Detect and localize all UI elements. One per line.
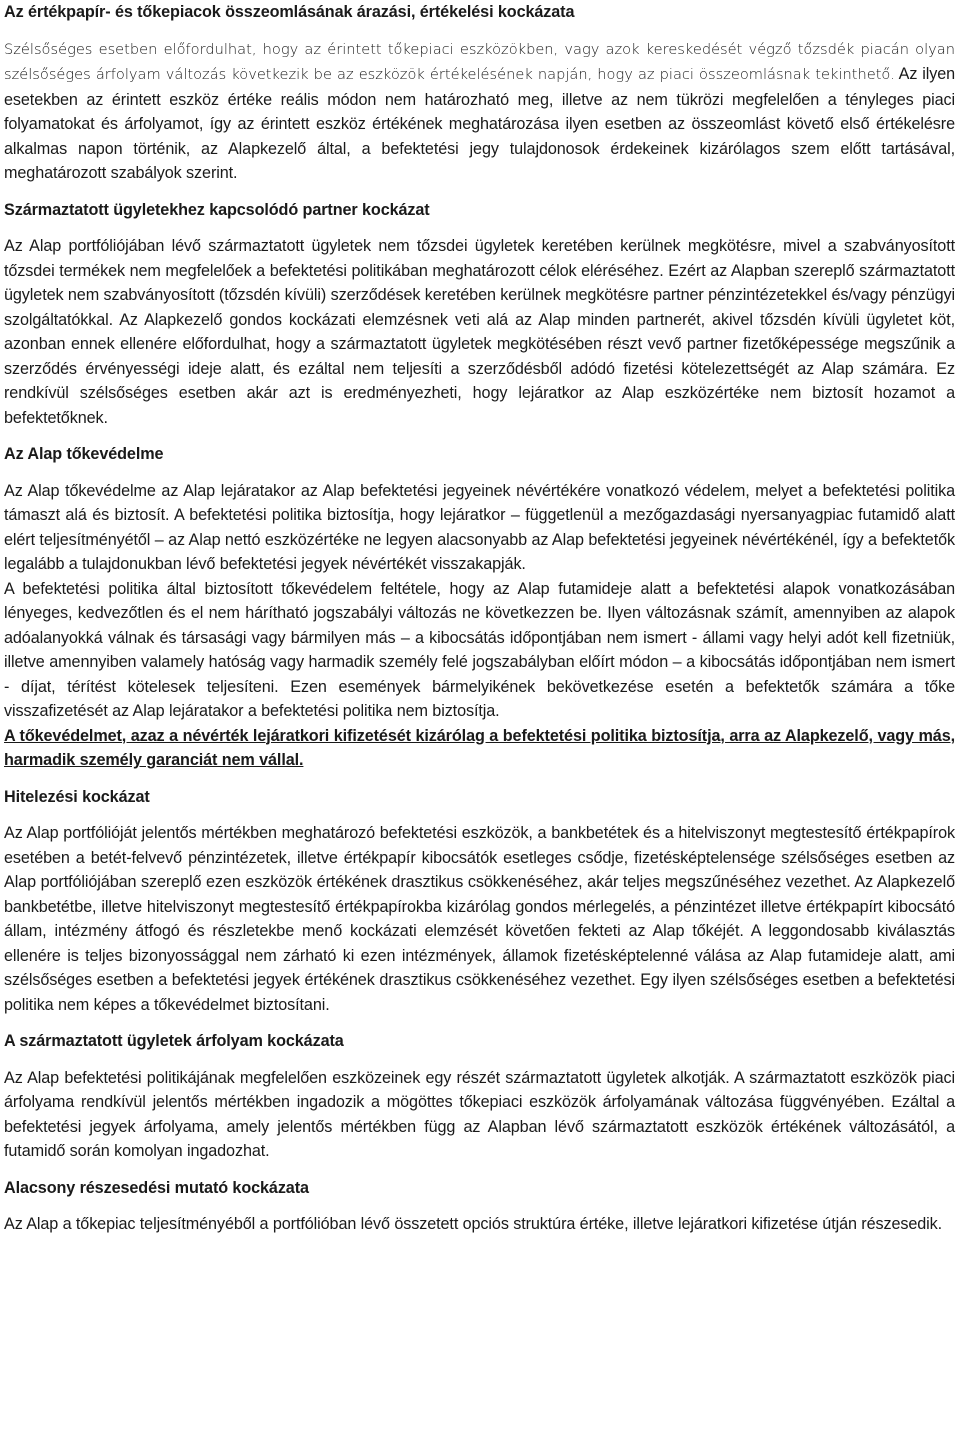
section-heading: A származtatott ügyletek árfolyam kockázata — [4, 1032, 344, 1050]
paragraph-text: Az ilyen esetekben az érintett eszköz értéke reális módon nem határozható meg, illetve az nem tükrözi megfelelően a tényleges piaci folyamatokat és árfolyamot, így az érintett eszköz értékének meghatározása ilyen esetben az összeomlást követő első értékelésre alkalmas napon történik, az Alapkezelő által, a befektetési jegy tulajdonosok érdekeinek kizárólagos szem előtt tartásával, meghatározott szabályok szerint. — [4, 65, 955, 182]
section-price-valuation-risk — [4, 0, 955, 186]
section-paragraph — [4, 37, 955, 186]
section-heading: Hitelezési kockázat — [4, 787, 150, 806]
section-low-participation-risk — [4, 1176, 955, 1237]
section-credit-risk — [4, 785, 955, 1018]
section-derivative-price-risk — [4, 1029, 955, 1164]
section-paragraph: Az Alap befektetési politikájának megfelelően eszközeinek egy részét származtatott ügyletek alkotják. A származtatott eszközök piaci árfolyama rendkívül jelentős mértékben ingadozik a mögöttes tőkepiaci eszközök árfolyamának változása függvényében. Ezáltal a befektetési jegyek árfolyama, amely jelentős mértékben függ az Alapban lévő származtatott eszközök értékének változásától, a futamidő során komolyan ingadozhat. — [4, 1068, 955, 1160]
section-counterparty-risk — [4, 198, 955, 431]
section-paragraph: Az Alap a tőkepiac teljesítményéből a portfólióban lévő összetett opciós struktúra értéke, illetve lejáratkori kifizetése útján részesedik. — [4, 1215, 943, 1233]
section-heading: Az Alap tőkevédelme — [4, 445, 164, 463]
section-heading: Alacsony részesedési mutató kockázata — [4, 1178, 309, 1197]
section-paragraph: A befektetési politika által biztosított tőkevédelem feltétele, hogy az Alap futamideje alatt a befektetési alapok vonatkozásában lényeges, kedvezőtlen és el nem hárítható jogszabályi változás ne következzen be. Ilyen változásnak számít, amennyiben az alapok adóalanyokká válnak és társasági vagy bármilyen más – a kibocsátás időpontjában nem ismert - állami vagy helyi adót kell fizetniük, illetve amennyiben valamely hatóság vagy harmadik személy felé jogszabályban előírt módon – a kibocsátás időpontjában nem ismert - díjat, térítést kötelesek teljesíteni. Ezen események bármelyikének bekövetkezése esetén a befektetők számára a tőke visszafizetését az Alap lejáratakor a befektetési politika nem biztosítja. — [4, 579, 955, 720]
section-paragraph: Az Alap portfólióját jelentős mértékben meghatározó befektetési eszközök, a bankbetétek és a hitelviszonyt megtestesítő értékpapírok esetében a betét-felvevő pénzintézetek, illetve értékpapír kibocsátók esetleges csődje, fizetésképtelensége szélsőséges esetben az Alap portfóliójában szereplő ezen eszközök értékének drasztikus csökkenéséhez, akár teljes megszűnéséhez vezethet. Az Alapkezelő bankbetétbe, illetve hitelviszonyt megtestesítő értékpapírokba kizárólag gondos mérlegelés, a pénzintézet illetve értékpapírt kibocsátó állam, intézmény átfogó és részletekbe menő kockázati elemzését követően fekteti az Alap tőkéjét. A leggondosabb kiválasztás ellenére is teljes bizonyossággal nem zárható ki ezen intézmények, államok fizetésképtelenné válása az Alap futamideje alatt, ami szélsőséges esetben a befektetési jegyek értékének drasztikus csökkenéséhez vezethet. Egy ilyen szélsőséges esetben a befektetési politika nem képes a tőkevédelmet biztosítani. — [4, 824, 955, 1014]
section-paragraph-emphasis: A tőkevédelmet, azaz a névérték lejáratkori kifizetését kizárólag a befektetési politika biztosítja, arra az Alapkezelő, vagy más, harmadik személy garanciát nem vállal. — [4, 726, 955, 769]
paragraph-lead-text: Szélsőséges esetben előfordulhat, hogy az érintett tőkepiaci eszközökben, vagy azok kereskedését végző tőzsdék piacán olyan szélsőséges árfolyam változás következik be az eszközök értékelésének napján, hogy az piaci összeomlásnak tekinthető. — [4, 40, 955, 83]
section-heading: Származtatott ügyletekhez kapcsolódó partner kockázat — [4, 200, 430, 219]
section-paragraph: Az Alap portfóliójában lévő származtatott ügyletek nem tőzsdei ügyletek keretében kerülnek megkötésre, mivel a szabványosított tőzsdei termékek nem megfelelőek a befektetési politikában meghatározott célok eléréséhez. Ezért az Alapban szereplő származtatott ügyletek nem szabványosított (tőzsdén kívüli) szerződések keretében kerülnek megkötésre partner pénzintézetekkel és/vagy pénzügyi szolgáltatókkal. Az Alapkezelő gondos kockázati elemzésnek veti alá az Alap minden partnerét, akivel tőzsdén kívüli ügyletet köt, azonban ennek ellenére előfordulhat, hogy a származtatott ügyletek megkötésében részt vevő partner fizetőképessége megszűnik a szerződés érvényességi ideje alatt, és ezáltal nem teljesíti a szerződésből adódó fizetési kötelezettségét az Alap számára. Ez rendkívül szélsőséges esetben akár azt is eredményezheti, hogy lejáratkor az Alap eszközértéke nem biztosít hozamot a befektetőknek. — [4, 237, 955, 427]
section-paragraph: Az Alap tőkevédelme az Alap lejáratakor az Alap befektetési jegyeinek névértékére vonatkozó védelem, melyet a befektetési politika támaszt alá és biztosít. A befektetési politika biztosítja, hogy lejáratkor – függetlenül a mezőgazdasági nyersanyagpiac futamidő alatt elért teljesítményétől – az Alap nettó eszközértéke ne legyen alacsonyabb az Alap befektetési jegyeinek névértékénél, így a befektetők legalább a tulajdonukban lévő befektetési jegyek névértékét visszakapják. — [4, 481, 955, 573]
section-capital-protection — [4, 442, 955, 773]
section-heading: Az értékpapír- és tőkepiacok összeomlásának árazási, értékelési kockázata — [4, 3, 575, 21]
